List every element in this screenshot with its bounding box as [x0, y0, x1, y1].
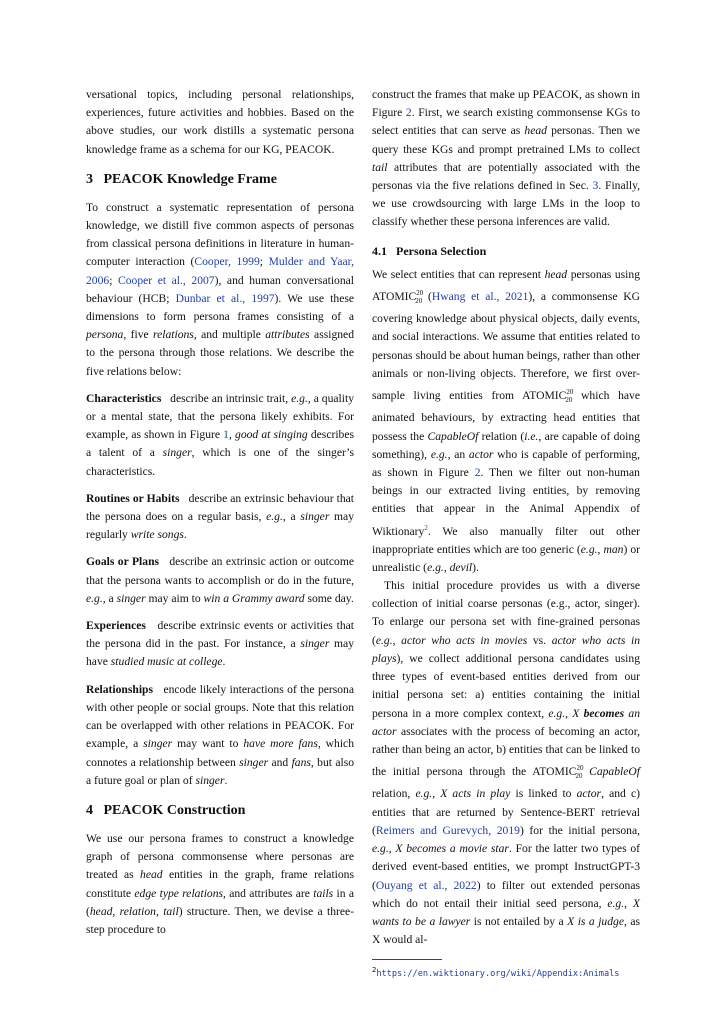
emph: i.e.	[524, 429, 539, 443]
text: in a (	[86, 886, 354, 918]
section-link[interactable]: 3	[592, 179, 599, 193]
text: entities in the graph, frame relations constitute	[86, 868, 354, 900]
text: . For the latter two types of derived event-based entities, we prompt InstructGPT-3 (	[372, 842, 640, 892]
paragraph-construction-continuation	[372, 86, 640, 232]
emph: X acts in play	[440, 787, 511, 801]
run-in-heading: Goals or Plans	[86, 555, 160, 569]
text: ), a commonsense KG covering knowledge about physical objects, daily events, and social interactions. We assume that entities related to personas should be about human beings, rather than other animals or non-living objects. Therefore, we first over-sample living entities from ATOMIC	[372, 289, 641, 402]
text: ,	[432, 787, 441, 801]
text: describes a talent of a	[86, 428, 354, 460]
citation-link[interactable]: Hwang et al., 2021	[431, 289, 529, 303]
footnote	[372, 964, 640, 980]
text: ).	[472, 560, 479, 574]
emph: good at singing	[235, 428, 308, 442]
text: vs.	[527, 633, 552, 647]
text: some day.	[304, 591, 354, 605]
emph: X is a judge	[567, 914, 624, 928]
paragraph-construction	[86, 830, 354, 939]
emph: singer	[143, 737, 173, 751]
text: ) or unrealistic (	[372, 542, 640, 574]
emph: singer	[116, 591, 146, 605]
subsection-title: Persona Selection	[396, 243, 487, 258]
text: is linked to	[510, 787, 577, 801]
text: , but also a future goal or plan of	[86, 755, 354, 787]
superscript: 20	[566, 388, 574, 397]
emph: actor	[576, 787, 602, 801]
emph: edge type relations	[134, 886, 224, 900]
section-title: PEACOK Knowledge Frame	[103, 171, 277, 187]
text: , which is one of the singer’s characteristics.	[86, 446, 355, 478]
subscript: 20	[415, 297, 423, 305]
text: may want to	[172, 737, 244, 751]
emph: CapableOf	[427, 429, 479, 443]
text: relation,	[372, 787, 416, 801]
text: , and multiple	[193, 328, 266, 342]
emph: have more fans	[243, 737, 318, 751]
text: .	[222, 655, 226, 669]
emph: devil	[449, 560, 473, 574]
emph: singer	[300, 637, 330, 651]
text: ) for the initial persona,	[519, 823, 640, 837]
text: ,	[228, 428, 236, 442]
emph: actor who acts in plays	[372, 633, 640, 665]
text: . We also manually filter out other inappropriate entities which are too generic (	[372, 524, 640, 556]
footnote-divider	[372, 959, 442, 960]
text: a	[285, 510, 301, 524]
emph: e.g.	[607, 896, 625, 910]
text: encode likely interactions of the persona with other people or social groups. Note that this relation can be overlapped with other relations in PEACOK. For example, a	[86, 682, 354, 751]
emph: e.g.,	[291, 391, 311, 405]
text: describe an intrinsic trait,	[167, 391, 292, 405]
emph: an actor	[372, 706, 640, 738]
paragraph-characteristics	[86, 390, 354, 481]
text: relation (	[478, 429, 525, 443]
text: , and attributes are	[223, 886, 314, 900]
text: assigned to the persona through those relations. We describe the five relations below:	[86, 328, 354, 378]
run-in-heading: Routines or Habits	[86, 491, 180, 505]
text: To construct a systematic representation of persona knowledge, we distill five common aspects of personas from classical persona definitions in literature in human-computer interaction (	[86, 200, 354, 269]
text: ) structure. Then, we devise a three-step procedure to	[86, 904, 355, 936]
text: (	[422, 289, 432, 303]
citation-link[interactable]: Ouyang et al., 2022	[375, 878, 477, 892]
citation-link[interactable]: Cooper, 1999	[194, 255, 260, 269]
text: a	[105, 591, 117, 605]
emph: actor who acts in movies	[401, 633, 528, 647]
text: associates with the process of becoming an actor, rather than being an actor, b) entities that can be linked to the initial persona through the ATOMIC	[372, 724, 640, 778]
paragraph-relationships	[86, 681, 354, 790]
text: which have animated behaviours, by extracting head entities that possess the	[372, 388, 640, 443]
citation-link[interactable]: Cooper et al., 2007	[118, 273, 215, 287]
text: . Finally, we use crowdsourcing with large LMs in the loop to classify whether these persona inferences are valid.	[372, 179, 641, 229]
section-4-heading	[86, 802, 354, 820]
text: may aim to	[145, 591, 204, 605]
text: who is capable of performing, as shown in Figure	[372, 447, 640, 479]
emph: head	[140, 868, 163, 882]
citation-link[interactable]: Mulder and Yaar, 2006	[86, 255, 354, 287]
section-3-heading	[86, 171, 354, 189]
text: We use our persona frames to construct a knowledge graph of persona commonsense where personas are treated as	[86, 831, 354, 882]
subscript: 20	[575, 772, 583, 781]
text: This initial procedure provides us with a diverse collection of initial coarse personas (e.g., actor, singer). To enlarge our persona set with fine-grained personas (	[372, 579, 640, 647]
text: may regularly	[86, 510, 355, 542]
emph: e.g.	[372, 842, 389, 856]
footnote-number: 2	[372, 965, 377, 975]
paragraph-routines	[86, 490, 354, 545]
text: describe an extrinsic action or outcome that the persona wants to accomplish or do in the future,	[86, 555, 354, 587]
text: .	[183, 528, 187, 542]
text: ,	[388, 842, 396, 856]
emph: e.g.,	[266, 510, 286, 524]
text: ), and human conversational behaviour (HCB;	[86, 273, 354, 305]
section-number: 4	[86, 802, 93, 818]
emph: singer	[239, 755, 269, 769]
emph: fans	[291, 755, 311, 769]
emph: e.g.,	[86, 591, 106, 605]
footnote-marker[interactable]: 2	[424, 523, 428, 532]
emph: e.g.	[375, 633, 393, 647]
emph: relations	[153, 328, 194, 342]
run-in-heading: Experiences	[86, 619, 146, 633]
emph: CapableOf	[589, 764, 640, 778]
emph: X wants to be a lawyer	[372, 896, 641, 928]
paragraph-experiences	[86, 617, 354, 672]
subsection-number: 4.1	[372, 243, 387, 258]
emph: e.g.,	[430, 447, 451, 461]
text: , as X would al-	[372, 914, 641, 947]
text: ). We use these dimensions to form persona frames consisting of a	[86, 291, 354, 324]
citation-link[interactable]: Reimers and Gurevych, 2019	[375, 823, 520, 837]
section-title: PEACOK Construction	[103, 802, 246, 818]
text: describe an extrinsic behaviour that the persona does on a regular basis,	[86, 491, 354, 524]
emph: singer	[162, 446, 192, 460]
text: personas using ATOMIC	[372, 267, 640, 303]
figure-link[interactable]: 1	[223, 428, 229, 442]
footnote-url-link[interactable]: https://en.wiktionary.org/wiki/Appendix:Animals	[376, 969, 620, 980]
subsection-4-1-heading	[372, 242, 640, 260]
citation-link[interactable]: Dunbar et al., 1997	[175, 291, 275, 305]
text: We select entities that can represent	[372, 267, 545, 281]
superscript: 20	[576, 764, 584, 773]
text: ,	[392, 633, 402, 647]
text: . First, we search existing commonsense KGs to select entities that can serve as	[372, 106, 640, 138]
emph-bold: becomes	[583, 706, 625, 720]
run-in-heading: Characteristics	[86, 391, 162, 405]
emph: write songs	[130, 528, 184, 542]
emph: head	[524, 124, 547, 138]
emph: e.g.	[415, 787, 433, 801]
text: ,	[624, 896, 633, 910]
text: , which connotes a relationship between	[86, 737, 355, 769]
text: may have	[86, 637, 355, 669]
run-in-heading: Relationships	[86, 682, 154, 696]
text: ,	[597, 542, 604, 556]
text: and	[268, 755, 292, 769]
emph: e.g.	[427, 560, 444, 574]
emph: e.g.	[580, 542, 598, 556]
text: describe extrinsic events or activities that the persona did in the past. For instance, a	[86, 619, 355, 651]
text: attributes that are potentially associated with the personas via the five relations defined in Sec.	[372, 160, 640, 193]
emph: head, relation, tail	[89, 904, 179, 918]
superscript: 20	[416, 288, 424, 297]
text: , and c) entities that are returned by Sentence-BERT retrieval (	[372, 787, 640, 837]
emph: head	[544, 267, 568, 281]
emph: X becomes a movie star	[395, 842, 509, 856]
text: , five	[123, 328, 154, 342]
text: construct the frames that make up PEACOK, as shown in Figure	[372, 88, 640, 120]
paragraph-frame-intro: To construct a systematic representation of persona knowledge, we distill five common aspects of personas from classical persona definitions in literature in human-computer interaction (Cooper, 1999; Mulder and Yaar, 2006; Cooper et al., 2007), and human conversational behaviour (HCB; Dunbar et al., 1997). We use these dimensions to form persona frames consisting of a persona, five relations, and multiple attributes assigned to the persona through those relations. We describe the five relations below:	[86, 200, 354, 378]
emph: persona	[86, 328, 124, 342]
emph: singer	[195, 773, 225, 787]
paragraph-intro-continuation	[86, 86, 354, 159]
text: is not entailed by a	[470, 914, 568, 928]
subscript: 20	[565, 396, 573, 405]
text: an	[450, 447, 469, 461]
text: . Then we filter out non-human beings in our extracted living entities, by removing entities that appear in the Animal Appendix of Wiktionary	[372, 466, 640, 538]
text: ), we collect additional persona candidates using three types of event-based entities derived from our initial persona set: a) entities containing the initial persona in a more complex context,	[372, 651, 640, 720]
emph: e.g.	[548, 706, 566, 720]
text: versational topics, including personal relationships, experiences, future activities and hobbies. Based on the above studies, our work distills a systematic persona knowledge frame as a schema for our KG, PEACOK.	[86, 88, 354, 156]
paragraph-persona-expansion	[372, 577, 640, 949]
section-number: 3	[86, 171, 93, 187]
emph: man	[603, 542, 624, 556]
text: ) to filter out extended personas which do not entail their initial seed persona,	[372, 878, 640, 910]
paragraph-persona-selection	[372, 266, 640, 577]
emph: win a Grammy award	[203, 591, 305, 605]
emph: X	[572, 706, 580, 720]
emph: actor	[468, 447, 494, 461]
text: .	[224, 773, 228, 787]
emph: tail	[372, 160, 388, 174]
emph: singer	[300, 510, 330, 524]
emph: attributes	[265, 328, 310, 342]
paragraph-goals	[86, 553, 354, 608]
emph: tails	[313, 886, 334, 900]
text: a quality or a mental state, that the persona likely exhibits. For example, as shown in Figure	[86, 391, 354, 442]
right-column	[372, 86, 640, 980]
emph: studied music at college	[110, 655, 223, 669]
text: personas. Then we query these KGs and prompt pretrained LMs to collect	[372, 124, 640, 156]
figure-link[interactable]: 2	[474, 466, 481, 479]
left-column	[86, 86, 354, 939]
text: ,	[443, 560, 450, 574]
text: ,	[565, 706, 573, 720]
text: , are capable of doing something),	[372, 429, 640, 461]
figure-link[interactable]: 2	[405, 106, 412, 120]
